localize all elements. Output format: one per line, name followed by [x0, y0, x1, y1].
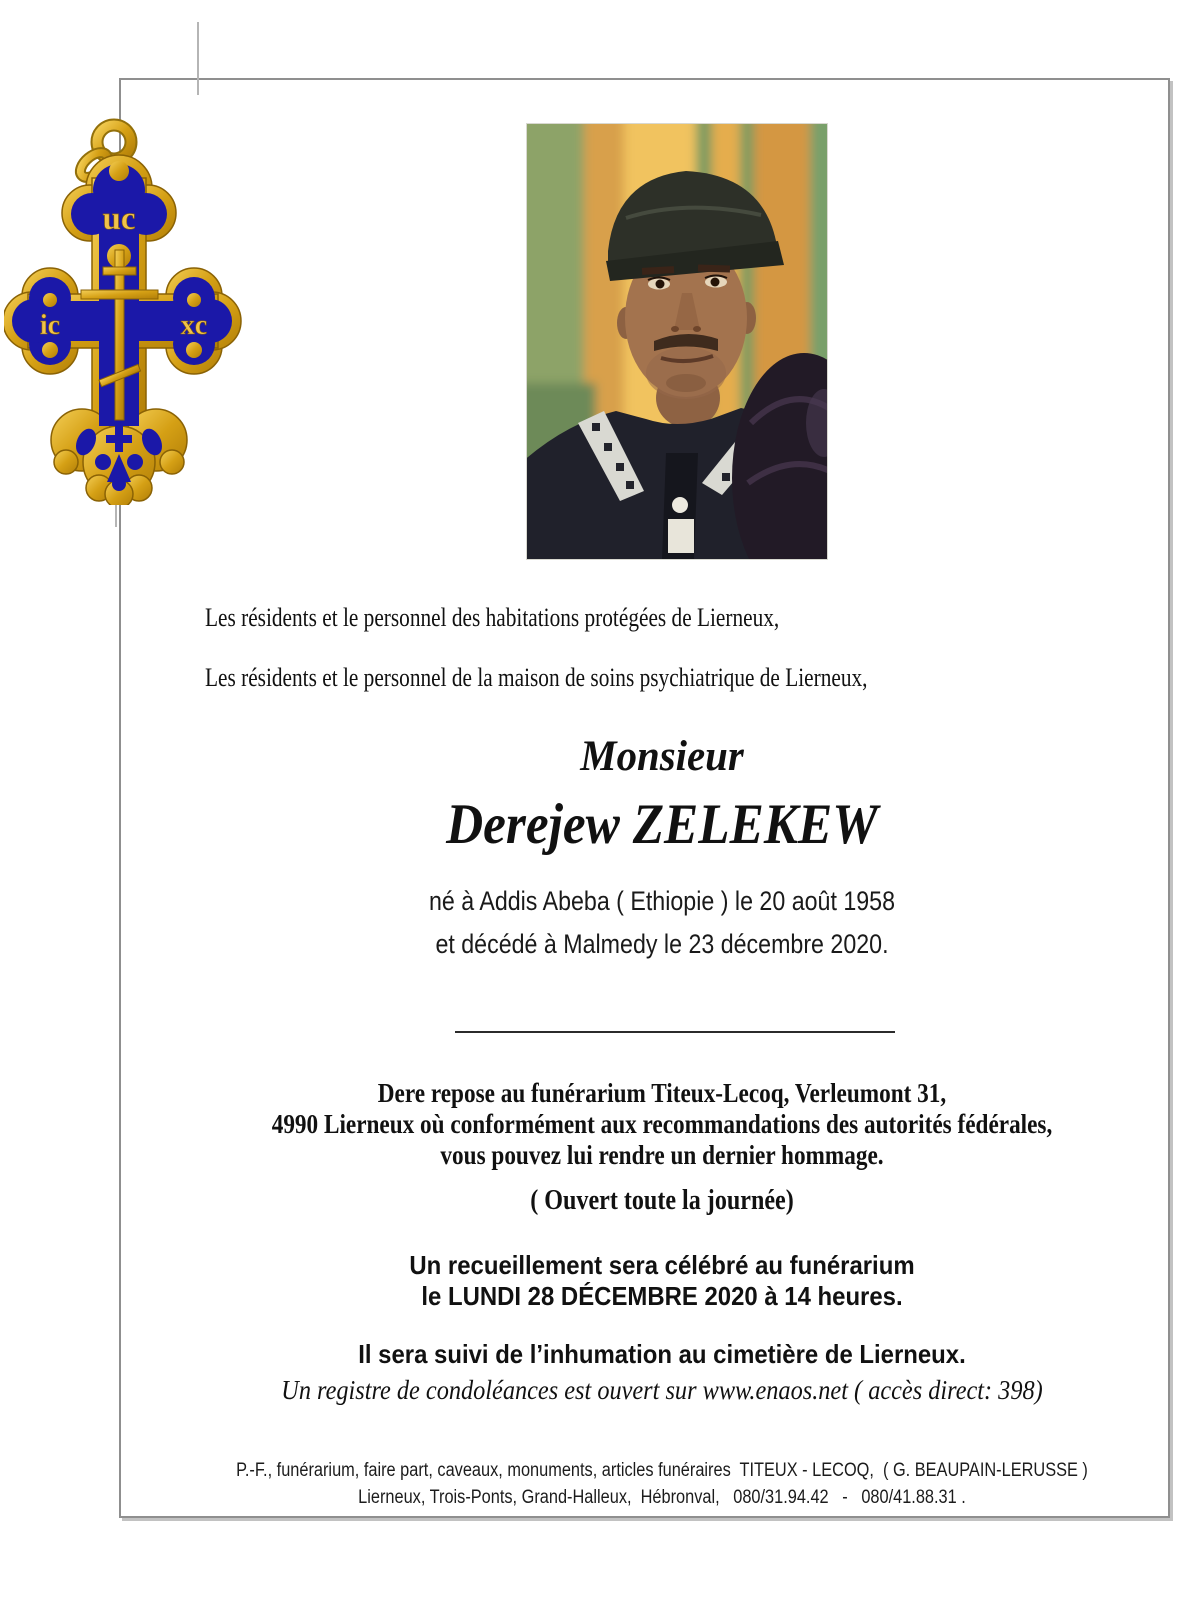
pendant-wire-bottom [115, 503, 117, 527]
portrait-photo [526, 123, 828, 560]
pendant-wire-top [197, 22, 199, 95]
salutation: Monsieur [580, 733, 744, 780]
repose-line-3: vous pouvez lui rendre un dernier hommage. [440, 1140, 884, 1170]
burial-line: Il sera suivi de l’inhumation au cimetière de Lierneux. [358, 1339, 966, 1369]
intro-line-2: Les résidents et le personnel de la maison de soins psychiatrique de Lierneux, [205, 663, 868, 692]
deceased-name: Derejew ZELEKEW [446, 793, 878, 856]
footer-line-1: P.-F., funérarium, faire part, caveaux, monuments, articles funéraires TITEUX - LECOQ, ( G. BEAUPAIN-LERUSSE ) [236, 1460, 1088, 1481]
death-line: et décédé à Malmedy le 23 décembre 2020. [435, 929, 889, 959]
ceremony-line-2: le LUNDI 28 DÉCEMBRE 2020 à 14 heures. [421, 1281, 903, 1311]
cross-label-left: ic [39, 310, 61, 341]
intro-line-1: Les résidents et le personnel des habitations protégées de Lierneux, [205, 603, 780, 632]
opening-hours-note: ( Ouvert toute la journée) [530, 1185, 794, 1216]
birth-line: né à Addis Abeba ( Ethiopie ) le 20 août 1958 [428, 886, 896, 916]
repose-line-2: 4990 Lierneux où conformément aux recommandations des autorités fédérales, [271, 1109, 1053, 1139]
orthodox-cross-icon [4, 110, 242, 505]
cross-label-top: uc [102, 201, 136, 237]
cross-label-right: xc [180, 310, 208, 341]
footer-line-2: Lierneux, Trois-Ponts, Grand-Halleux, Hébronval, 080/31.94.42 - 080/41.88.31 . [358, 1487, 966, 1508]
ceremony-line-1: Un recueillement sera célébré au funérarium [409, 1250, 915, 1280]
repose-line-1: Dere repose au funérarium Titeux-Lecoq, Verleumont 31, [377, 1078, 947, 1108]
condolence-register-line: Un registre de condoléances est ouvert sur www.enaos.net ( accès direct: 398) [281, 1375, 1043, 1405]
divider-line [455, 1031, 895, 1033]
